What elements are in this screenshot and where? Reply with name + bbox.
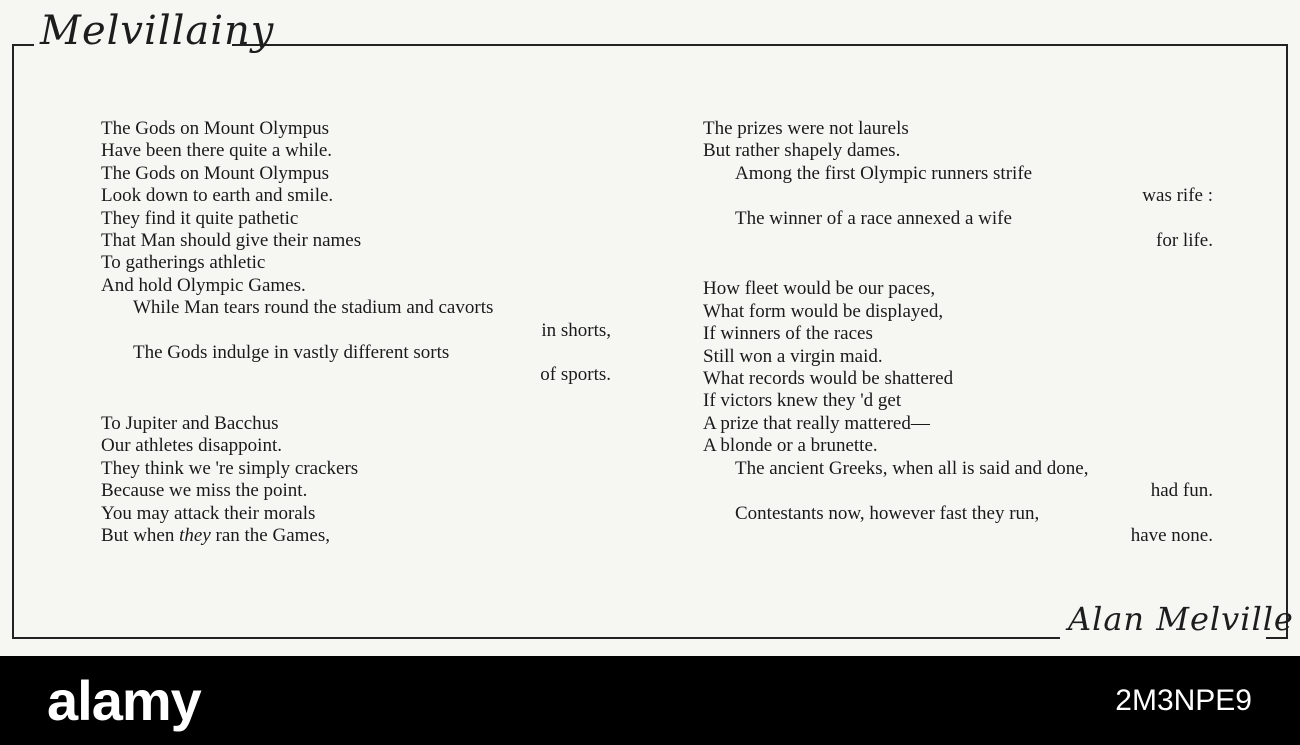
poem-line: If victors knew they 'd get [703,390,902,412]
poem-line: of sports. [540,364,611,386]
poem-line: The ancient Greeks, when all is said and done, [735,457,1089,479]
poem-line: They find it quite pathetic [101,207,299,229]
poem-line: had fun. [1150,480,1213,502]
poem-line: You may attack their morals [101,502,316,524]
poem-line: What form would be displayed, [703,300,944,322]
stock-image-id: 2M3NPE9 [1115,684,1252,717]
poem-line: What records would be shattered [703,368,954,390]
poem-line: The Gods indulge in vastly different sorts [133,342,450,364]
poem-line: Have been there quite a while. [101,140,333,162]
poem-line: have none. [1130,524,1213,546]
poem-line: for life. [1156,230,1213,252]
alamy-logo: alamy [47,669,201,732]
poem-line: was rife : [1142,185,1213,207]
watermark-bar [0,656,1300,745]
column-heading: Melvillainy [40,8,275,54]
frame-top-rule [232,44,1288,46]
poem-line: But when they ran the Games, [101,524,330,546]
poem-left-column [101,118,611,547]
frame-right-rule [1286,44,1288,638]
poem-line: The Gods on Mount Olympus [101,162,329,184]
poem-right-column [703,118,1213,547]
poem-line: Contestants now, however fast they run, [735,502,1040,524]
poem-line: And hold Olympic Games. [101,274,306,296]
poem-line: A blonde or a brunette. [703,435,878,457]
poem-line: To gatherings athletic [101,252,266,274]
poem-line: Among the first Olympic runners strife [735,162,1033,184]
poem-line: Look down to earth and smile. [101,185,334,207]
frame-top-left-rule [12,44,34,46]
stanza-gap [101,387,611,413]
poem-line: To Jupiter and Bacchus [101,412,279,434]
poem-line: They think we 're simply crackers [101,457,359,479]
poem-line: Our athletes disappoint. [101,435,282,457]
poem-line: Because we miss the point. [101,480,308,502]
poem-line: While Man tears round the stadium and cavorts [133,297,494,319]
frame-left-rule [12,44,14,638]
stanza-gap [703,252,1213,278]
author-signature: Alan Melville [1068,600,1294,638]
poem-line: If winners of the races [703,323,873,345]
poem-line: But rather shapely dames. [703,140,901,162]
poem-line: The winner of a race annexed a wife [735,207,1012,229]
poem-line: The prizes were not laurels [703,118,909,139]
poem-line: That Man should give their names [101,230,362,252]
poem-line: in shorts, [541,319,611,341]
poem-line: Still won a virgin maid. [703,345,883,367]
frame-bottom-rule [12,637,1060,639]
poem-line: The Gods on Mount Olympus [101,118,329,139]
poem-line: A prize that really mattered— [703,412,930,434]
poem-line: How fleet would be our paces, [703,278,936,300]
